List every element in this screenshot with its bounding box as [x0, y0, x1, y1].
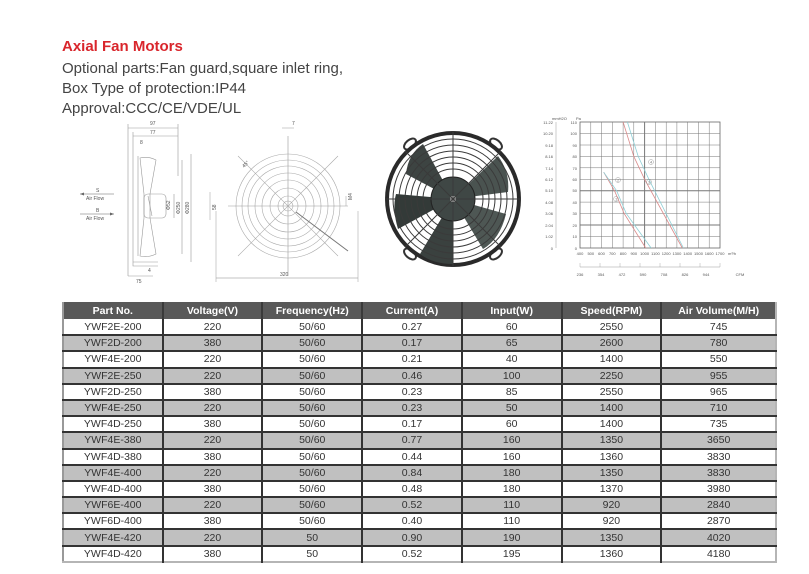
cell-speed: 920	[562, 497, 662, 513]
svg-text:1300: 1300	[672, 251, 682, 256]
x-axis-ticks-cfm	[577, 272, 745, 277]
svg-text:590: 590	[639, 272, 647, 277]
svg-text:1400: 1400	[683, 251, 693, 256]
dim-label: 45°	[241, 159, 251, 170]
cell-part-no: YWF4E-380	[63, 432, 163, 448]
cell-voltage: 380	[163, 546, 263, 562]
cell-current: 0.84	[362, 465, 462, 481]
col-header-frequency: Frequency(Hz)	[262, 302, 362, 319]
cell-frequency: 50/60	[262, 449, 362, 465]
svg-text:30: 30	[572, 211, 577, 216]
airflow-b-letter: B	[96, 208, 100, 214]
cell-speed: 1350	[562, 529, 662, 545]
cell-frequency: 50/60	[262, 400, 362, 416]
svg-text:m³/h: m³/h	[728, 251, 736, 256]
cell-voltage: 220	[163, 432, 263, 448]
svg-text:60: 60	[572, 177, 577, 182]
svg-text:3: 3	[648, 179, 651, 185]
cell-part-no: YWF4E-250	[63, 400, 163, 416]
cell-frequency: 50/60	[262, 384, 362, 400]
dim-label: Φ250	[176, 201, 182, 214]
cell-current: 0.23	[362, 400, 462, 416]
svg-text:8.16: 8.16	[545, 154, 553, 159]
svg-text:1200: 1200	[661, 251, 671, 256]
cell-speed: 1370	[562, 481, 662, 497]
cell-frequency: 50/60	[262, 481, 362, 497]
cell-voltage: 380	[163, 416, 263, 432]
cell-speed: 2550	[562, 384, 662, 400]
cell-voltage: 220	[163, 465, 263, 481]
cell-input: 100	[462, 368, 562, 384]
performance-curves	[604, 122, 684, 248]
description-line: Box Type of protection:IP44	[62, 80, 247, 97]
cell-input: 160	[462, 432, 562, 448]
table-header-row	[63, 302, 776, 319]
svg-text:1700: 1700	[715, 251, 725, 256]
cell-air-volume: 3650	[661, 432, 776, 448]
svg-text:400: 400	[576, 251, 584, 256]
svg-text:90: 90	[572, 143, 577, 148]
svg-text:5.10: 5.10	[545, 188, 553, 193]
cell-speed: 2600	[562, 335, 662, 351]
cell-air-volume: 550	[661, 351, 776, 367]
cell-speed: 1360	[562, 449, 662, 465]
performance-chart	[540, 112, 790, 282]
svg-text:10: 10	[572, 234, 577, 239]
cell-part-no: YWF4D-400	[63, 481, 163, 497]
svg-text:100: 100	[570, 131, 577, 136]
cell-air-volume: 3830	[661, 449, 776, 465]
svg-text:700: 700	[608, 251, 616, 256]
svg-text:826: 826	[681, 272, 689, 277]
dim-label: 97	[150, 121, 156, 127]
cell-air-volume: 2840	[661, 497, 776, 513]
cell-air-volume: 710	[661, 400, 776, 416]
cell-air-volume: 735	[661, 416, 776, 432]
table-row	[63, 529, 776, 545]
cell-input: 65	[462, 335, 562, 351]
svg-text:1: 1	[615, 196, 618, 202]
dim-label: 320	[280, 272, 289, 278]
cell-speed: 1350	[562, 465, 662, 481]
svg-text:3.06: 3.06	[545, 211, 553, 216]
cell-air-volume: 955	[661, 368, 776, 384]
col-header-part-no: Part No.	[63, 302, 163, 319]
col-header-current: Current(A)	[362, 302, 462, 319]
spec-table	[62, 302, 777, 563]
airflow-label: Air Flow	[86, 216, 105, 222]
cell-current: 0.46	[362, 368, 462, 384]
svg-text:236: 236	[576, 272, 584, 277]
cell-frequency: 50/60	[262, 368, 362, 384]
dim-label: 7	[292, 121, 295, 127]
table-row	[63, 481, 776, 497]
cell-input: 190	[462, 529, 562, 545]
svg-text:11.22: 11.22	[543, 120, 553, 125]
svg-text:0: 0	[574, 246, 577, 251]
cell-voltage: 380	[163, 384, 263, 400]
cell-part-no: YWF4D-380	[63, 449, 163, 465]
svg-text:20: 20	[572, 223, 577, 228]
cell-speed: 1350	[562, 432, 662, 448]
cell-current: 0.23	[362, 384, 462, 400]
chart-grid	[556, 122, 720, 248]
cell-input: 85	[462, 384, 562, 400]
y-axis-ticks-pa	[570, 120, 577, 251]
cell-part-no: YWF2E-250	[63, 368, 163, 384]
product-description	[62, 59, 343, 119]
col-header-input: Input(W)	[462, 302, 562, 319]
cell-air-volume: 3980	[661, 481, 776, 497]
cell-input: 50	[462, 400, 562, 416]
table-row	[63, 432, 776, 448]
svg-text:7.14: 7.14	[545, 166, 553, 171]
cell-voltage: 220	[163, 368, 263, 384]
cell-frequency: 50/60	[262, 465, 362, 481]
svg-text:CFM: CFM	[735, 272, 745, 277]
cell-voltage: 380	[163, 513, 263, 529]
col-header-speed: Speed(RPM)	[562, 302, 662, 319]
cell-part-no: YWF4E-420	[63, 529, 163, 545]
svg-text:1500: 1500	[694, 251, 703, 256]
cell-voltage: 380	[163, 481, 263, 497]
cell-input: 180	[462, 465, 562, 481]
dim-label: 77	[150, 130, 156, 136]
cell-air-volume: 4020	[661, 529, 776, 545]
cell-frequency: 50/60	[262, 351, 362, 367]
svg-text:110: 110	[570, 120, 577, 125]
table-row	[63, 546, 776, 562]
dim-label: 58	[212, 204, 218, 210]
page-title: Axial Fan Motors	[62, 38, 183, 55]
svg-text:50: 50	[572, 188, 577, 193]
cell-part-no: YWF6D-400	[63, 513, 163, 529]
cell-current: 0.77	[362, 432, 462, 448]
cell-speed: 1400	[562, 400, 662, 416]
description-line: Approval:CCC/CE/VDE/UL	[62, 100, 242, 117]
table-row	[63, 335, 776, 351]
cell-frequency: 50/60	[262, 416, 362, 432]
svg-text:4.08: 4.08	[545, 200, 553, 205]
y-axis-label-left: mmH2O	[552, 116, 567, 121]
svg-text:1100: 1100	[651, 251, 660, 256]
cell-speed: 2550	[562, 319, 662, 335]
cell-speed: 1400	[562, 351, 662, 367]
cell-current: 0.48	[362, 481, 462, 497]
cell-air-volume: 3830	[661, 465, 776, 481]
dim-label: 8	[140, 140, 143, 146]
col-header-voltage: Voltage(V)	[163, 302, 263, 319]
table-row	[63, 416, 776, 432]
svg-text:800: 800	[619, 251, 627, 256]
cell-speed: 920	[562, 513, 662, 529]
svg-text:1.02: 1.02	[545, 234, 553, 239]
col-header-air-volume: Air Volume(M/H)	[661, 302, 776, 319]
cell-frequency: 50	[262, 546, 362, 562]
svg-text:1600: 1600	[704, 251, 714, 256]
table-row	[63, 513, 776, 529]
svg-text:9.18: 9.18	[545, 143, 553, 148]
cell-current: 0.44	[362, 449, 462, 465]
cell-voltage: 380	[163, 335, 263, 351]
svg-text:0: 0	[550, 246, 553, 251]
table-row	[63, 351, 776, 367]
svg-text:708: 708	[660, 272, 668, 277]
y-axis-label-right: Pa	[576, 116, 581, 121]
cfm-scale	[580, 263, 720, 267]
svg-text:40: 40	[572, 200, 577, 205]
cell-air-volume: 4180	[661, 546, 776, 562]
cell-current: 0.40	[362, 513, 462, 529]
fan-photo	[378, 114, 528, 284]
cell-current: 0.52	[362, 546, 462, 562]
cell-part-no: YWF4D-420	[63, 546, 163, 562]
svg-text:2: 2	[617, 177, 620, 183]
cell-current: 0.21	[362, 351, 462, 367]
cell-frequency: 50	[262, 529, 362, 545]
cell-voltage: 220	[163, 319, 263, 335]
svg-text:944: 944	[702, 272, 710, 277]
dim-label: M4	[348, 193, 354, 200]
svg-text:600: 600	[598, 251, 605, 256]
cell-speed: 1400	[562, 416, 662, 432]
svg-text:80: 80	[572, 154, 577, 159]
cell-input: 160	[462, 449, 562, 465]
cell-part-no: YWF4E-400	[63, 465, 163, 481]
dim-label: 4	[148, 268, 151, 274]
cell-part-no: YWF4D-250	[63, 416, 163, 432]
cell-frequency: 50/60	[262, 432, 362, 448]
cell-air-volume: 780	[661, 335, 776, 351]
table-row	[63, 319, 776, 335]
svg-text:1000: 1000	[640, 251, 650, 256]
svg-text:2.04: 2.04	[545, 223, 553, 228]
cell-current: 0.27	[362, 319, 462, 335]
cell-current: 0.17	[362, 416, 462, 432]
svg-text:472: 472	[618, 272, 626, 277]
svg-text:354: 354	[597, 272, 605, 277]
cell-part-no: YWF6E-400	[63, 497, 163, 513]
cell-input: 195	[462, 546, 562, 562]
cell-input: 180	[462, 481, 562, 497]
table-row	[63, 400, 776, 416]
cell-input: 110	[462, 513, 562, 529]
cell-part-no: YWF2D-200	[63, 335, 163, 351]
cell-input: 110	[462, 497, 562, 513]
cell-air-volume: 745	[661, 319, 776, 335]
side-view-drawing	[78, 116, 198, 288]
airflow-s-letter: S	[96, 188, 100, 194]
cell-part-no: YWF4E-200	[63, 351, 163, 367]
cell-current: 0.90	[362, 529, 462, 545]
cell-current: 0.17	[362, 335, 462, 351]
cell-voltage: 220	[163, 351, 263, 367]
cell-voltage: 220	[163, 529, 263, 545]
cell-air-volume: 965	[661, 384, 776, 400]
table-row	[63, 449, 776, 465]
svg-text:500: 500	[587, 251, 595, 256]
cell-voltage: 380	[163, 449, 263, 465]
svg-text:10.20: 10.20	[542, 131, 553, 136]
cell-speed: 2250	[562, 368, 662, 384]
airflow-label: Air Flow	[86, 196, 105, 202]
cell-air-volume: 2870	[661, 513, 776, 529]
dim-label: 75	[136, 279, 142, 285]
cell-current: 0.52	[362, 497, 462, 513]
description-line: Optional parts:Fan guard,square inlet ring,	[62, 60, 343, 77]
cell-speed: 1360	[562, 546, 662, 562]
svg-text:4: 4	[650, 159, 653, 165]
cell-frequency: 50/60	[262, 513, 362, 529]
cell-input: 60	[462, 416, 562, 432]
table-row	[63, 384, 776, 400]
table-row	[63, 368, 776, 384]
svg-text:70: 70	[572, 166, 577, 171]
cell-input: 60	[462, 319, 562, 335]
y-axis-ticks-mmh2o	[543, 120, 554, 251]
svg-text:900: 900	[630, 251, 638, 256]
cell-input: 40	[462, 351, 562, 367]
front-view-drawing	[208, 116, 363, 288]
cell-voltage: 220	[163, 497, 263, 513]
cell-frequency: 50/60	[262, 335, 362, 351]
cell-frequency: 50/60	[262, 497, 362, 513]
svg-text:6.12: 6.12	[545, 177, 553, 182]
cell-frequency: 50/60	[262, 319, 362, 335]
table-row	[63, 465, 776, 481]
curve-labels	[614, 160, 654, 202]
figure-strip	[60, 112, 790, 287]
x-axis-ticks-m3h	[577, 251, 736, 256]
dim-label: Φ52	[166, 200, 172, 210]
cell-part-no: YWF2D-250	[63, 384, 163, 400]
cell-voltage: 220	[163, 400, 263, 416]
table-row	[63, 497, 776, 513]
cell-part-no: YWF2E-200	[63, 319, 163, 335]
dim-label: Φ280	[185, 201, 191, 214]
